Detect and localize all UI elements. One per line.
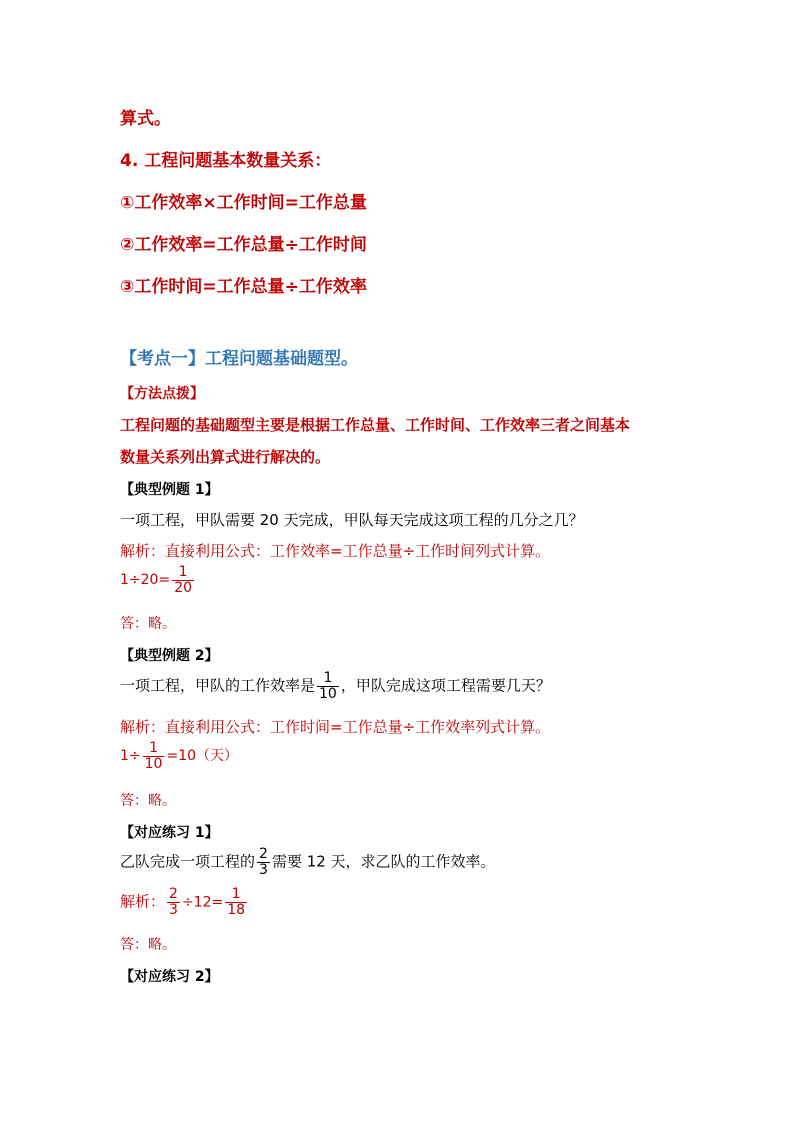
example-1-answer: 答：略。 bbox=[120, 616, 176, 632]
question-text-b: 需要 12 天，求乙队的工作效率。 bbox=[271, 852, 496, 871]
relation-2: ②工作效率=工作总量÷工作时间 bbox=[120, 235, 367, 255]
fraction-denominator: 3 bbox=[169, 901, 178, 918]
fraction-numerator: 2 bbox=[259, 846, 268, 862]
practice-2-label: 【对应练习 2】 bbox=[120, 969, 219, 985]
example-1-label: 【典型例题 1】 bbox=[120, 482, 219, 498]
fraction bbox=[317, 671, 339, 701]
fraction-denominator: 18 bbox=[227, 901, 246, 918]
question-text-a: 一项工程，甲队的工作效率是 bbox=[120, 676, 316, 695]
question-text-a: 乙队完成一项工程的 bbox=[120, 852, 256, 871]
intro-line: 算式。 bbox=[120, 109, 171, 129]
fraction bbox=[257, 847, 270, 877]
example-2-answer: 答：略。 bbox=[120, 793, 176, 809]
practice-1-question bbox=[120, 847, 496, 877]
example-1-analysis: 解析：直接利用公式：工作效率=工作总量÷工作时间列式计算。 bbox=[120, 542, 551, 560]
fraction bbox=[143, 741, 165, 771]
fraction-numerator: 1 bbox=[149, 740, 159, 756]
analysis-prefix: 解析： bbox=[120, 892, 166, 911]
calc-prefix: 1÷ bbox=[120, 748, 141, 765]
example-1-calc bbox=[120, 565, 196, 595]
example-2-calc bbox=[120, 741, 238, 771]
method-text-2: 数量关系列出算式进行解决的。 bbox=[120, 448, 331, 466]
fraction-denominator: 20 bbox=[174, 579, 193, 596]
practice-1-label: 【对应练习 1】 bbox=[120, 825, 219, 841]
calc-prefix: 1÷20= bbox=[120, 572, 171, 589]
example-2-question bbox=[120, 671, 551, 701]
fraction bbox=[225, 887, 247, 917]
example-1-question: 一项工程，甲队需要 20 天完成，甲队每天完成这项工程的几分之几？ bbox=[120, 511, 584, 529]
kaodian-title bbox=[120, 344, 358, 369]
method-label: 【方法点拨】 bbox=[120, 386, 204, 402]
relation-3: ③工作时间=工作总量÷工作效率 bbox=[120, 277, 367, 297]
practice-1-answer: 答：略。 bbox=[120, 937, 176, 953]
method-text-1: 工程问题的基础题型主要是根据工作总量、工作时间、工作效率三者之间基本 bbox=[120, 416, 631, 434]
kaodian-text: 工程问题基础题型。 bbox=[205, 349, 358, 369]
kaodian-bracket: 【考点一】 bbox=[120, 349, 205, 369]
example-2-analysis: 解析：直接利用公式：工作时间=工作总量÷工作效率列式计算。 bbox=[120, 718, 551, 736]
fraction-denominator: 3 bbox=[259, 861, 268, 878]
fraction-numerator: 1 bbox=[323, 670, 333, 686]
example-2-label: 【典型例题 2】 bbox=[120, 648, 219, 664]
relation-1: ①工作效率×工作时间=工作总量 bbox=[120, 193, 367, 213]
fraction-numerator: 2 bbox=[169, 886, 178, 902]
fraction-numerator: 1 bbox=[231, 886, 241, 902]
fraction bbox=[172, 565, 194, 595]
fraction-numerator: 1 bbox=[178, 564, 188, 580]
fraction-denominator: 10 bbox=[144, 755, 163, 772]
section-heading-4: 4. 工程问题基本数量关系： bbox=[120, 151, 332, 171]
calc-suffix: =10（天） bbox=[166, 748, 239, 765]
practice-1-analysis bbox=[120, 887, 249, 917]
fraction bbox=[167, 887, 180, 917]
fraction-denominator: 10 bbox=[319, 685, 337, 702]
question-text-b: ，甲队完成这项工程需要几天？ bbox=[340, 676, 551, 695]
calc-mid: ÷12= bbox=[181, 894, 224, 911]
